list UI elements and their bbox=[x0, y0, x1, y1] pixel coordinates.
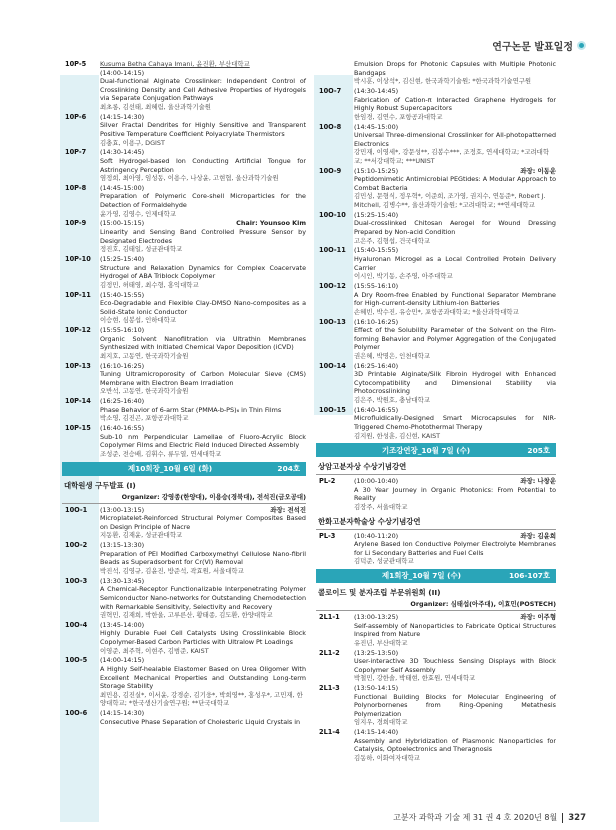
session-title: 콜로이드 및 분자조립 부문위원회 (II) bbox=[318, 587, 441, 597]
entry-title: Eco-Degradable and Flexible Clay-DMSO Nano-composites as a Solid-State Ionic Conductor bbox=[100, 299, 306, 316]
footer-journal: 고분자 과학과 기술 제 31 권 4 호 2020년 8월 bbox=[393, 813, 558, 822]
entry-code: 10P-6 bbox=[65, 112, 87, 121]
divider bbox=[316, 610, 556, 611]
program-entry bbox=[62, 362, 306, 396]
right-entries-4 bbox=[316, 613, 556, 763]
entry-authors: 김은주, 박원호, 충남대학교 bbox=[354, 396, 431, 405]
footer-separator bbox=[562, 813, 563, 823]
program-entry bbox=[62, 184, 306, 218]
entry-title: Universal Three-dimensional Crosslinker for All-photopatterned Electronics bbox=[354, 131, 556, 148]
entry-time: (15:00-15:15) bbox=[100, 219, 145, 228]
entry-time: (14:45-15:00) bbox=[100, 183, 145, 192]
entry-time: (15:10-15:25) bbox=[354, 166, 399, 175]
entry-time: (15:55-16:10) bbox=[100, 326, 145, 335]
entry-time: (13:50-14:15) bbox=[354, 684, 399, 693]
entry-authors: 김민성, 문형식, 정우혁*, 이준희, 조가영, 권지수, 연동준*, Robert J. Mitchell, 김병수**, 울산과학기술원; *고려대학교; **연세대학교 bbox=[354, 192, 546, 210]
entry-title: Consecutive Phase Separation of Cholesteric Liquid Crystals in bbox=[100, 717, 301, 726]
entry-title: A Dry Room-free Enabled by Functional Separator Membrane for High-current-density Lithium-ion Batteries bbox=[354, 290, 556, 308]
entry-authors: 최민용, 김진실*, 이서윤, 강경순, 김기웅*, 박희영**, 홍성우*, 고민재, 한양대학교; *한국생산기술연구원; **단국대학교 bbox=[100, 690, 303, 708]
program-entry bbox=[62, 148, 306, 182]
entry-time: (16:25-16:40) bbox=[354, 361, 399, 370]
page-footer bbox=[393, 812, 586, 823]
program-entry bbox=[62, 424, 306, 458]
entry-authors: 권은혜, 박명은, 인천대학교 bbox=[354, 351, 431, 360]
entry-title: Effect of the Solubility Parameter of the Solvent on the Film-forming Behavior and Polymer Aggregation of the Conjugated Polymer bbox=[354, 326, 556, 352]
entry-chair: 좌장: 이주형 bbox=[520, 612, 556, 621]
entry-time: (15:55-16:10) bbox=[354, 281, 399, 290]
entry-time: (14:00-14:15) bbox=[100, 656, 145, 665]
session-title: 한화고분자학술상 수상기념강연 bbox=[318, 516, 421, 526]
entry-time: (10:00-10:40) bbox=[354, 477, 399, 486]
session-title: 상암고분자상 수상기념강연 bbox=[318, 462, 407, 472]
entry-title: Fabrication of Cation-π Interacted Graphene Hydrogels for Highly Robust Supercapacitors bbox=[354, 95, 556, 113]
entry-authors: 임지우, 경희대학교 bbox=[354, 718, 408, 727]
entry-time: (15:25-15:40) bbox=[354, 210, 399, 219]
entry-title: Assembly and Hybridization of Plasmonic Nanoparticles for Catalysis, Optoelectronics and Theragnosis bbox=[354, 736, 556, 754]
entry-authors: 박시훈, 이상석*, 김신현, 한국과학기술원; *한국과학기술연구원 bbox=[354, 77, 532, 86]
entry-authors: 김덕준, 성균관대학교 bbox=[354, 557, 414, 566]
entry-code: 10P-11 bbox=[65, 290, 91, 299]
entry-title: User-interactive 3D Touchless Sensing Displays with Block Copolymer Self Assembly bbox=[354, 657, 556, 674]
right-entries-1 bbox=[316, 60, 556, 440]
entry-time: (15:25-15:40) bbox=[100, 255, 145, 263]
session-bar-label: 제10회장_10월 6일 (화) bbox=[128, 464, 213, 474]
entry-title: Structure and Relaxation Dynamics for Complex Coacervate Hydrogel of ABA Triblock Copolymer bbox=[100, 263, 306, 281]
entry-title: Silver Fractal Dendrites for Highly Sensitive and Transparent Positive Temperature Coefficient Polyacrylate Thermistors bbox=[100, 121, 306, 138]
program-entry bbox=[62, 219, 306, 253]
program-entry bbox=[316, 649, 556, 683]
program-entry bbox=[316, 728, 556, 762]
entry-code: 10O-1 bbox=[65, 505, 88, 514]
program-entry bbox=[62, 541, 306, 575]
entry-time: (14:45-15:00) bbox=[354, 122, 399, 131]
entry-authors: 지동환, 김재윤, 성균관대학교 bbox=[100, 531, 183, 540]
entry-authors: Kusuma Betha Cahaya Imani, 윤진환, 부산대학교 bbox=[100, 60, 250, 68]
entry-time: (16:40-16:55) bbox=[354, 405, 399, 414]
entry-authors: 조성준, 전승배, 김휘수, 류두열, 연세대학교 bbox=[100, 450, 222, 458]
entry-authors: 유진년, 부산대학교 bbox=[354, 638, 408, 647]
entry-title: Sub-10 nm Perpendicular Lamellae of Fluoro-Acrylic Block Copolymer Films and Electric Field Induced Directed Assembly bbox=[100, 432, 306, 450]
entry-time: (13:30-13:45) bbox=[100, 576, 145, 585]
entry-code: 10O-3 bbox=[65, 576, 88, 585]
session-title: 대학원생 구두발표 (I) bbox=[64, 480, 136, 490]
entry-time: (15:40-15:55) bbox=[354, 246, 399, 255]
entry-code: 10P-9 bbox=[65, 219, 87, 228]
entry-time: (14:30-14:45) bbox=[354, 86, 399, 95]
page-header bbox=[492, 38, 586, 53]
session-organizer: Organizer: 심태섭(아주대), 이효민(POSTECH) bbox=[410, 599, 556, 608]
entry-title: Phase Behavior of 6-arm Star (PMMA-b-PS)₆ in Thin Films bbox=[100, 405, 282, 414]
program-entry bbox=[62, 506, 306, 540]
entry-time: (13:15-13:30) bbox=[100, 541, 145, 550]
entry-code: 10P-12 bbox=[65, 326, 91, 335]
header-title: 연구논문 발표일정 bbox=[492, 42, 573, 53]
entry-time: (16:10-16:25) bbox=[354, 317, 399, 326]
program-entry bbox=[316, 406, 556, 440]
entry-code: 2L1-3 bbox=[319, 684, 340, 693]
left-entries-1 bbox=[62, 60, 306, 459]
entry-chair: 좌장: 이동운 bbox=[520, 166, 556, 175]
entry-authors: 박철민, 강한솔, 박태현, 한효원, 연세대학교 bbox=[354, 674, 476, 683]
entry-time: (14:30-14:45) bbox=[100, 148, 145, 157]
entry-title: Self-assembly of Nanoparticles to Fabricate Optical Structures Inspired from Nature bbox=[354, 621, 556, 639]
session-room: 204호 bbox=[277, 464, 300, 474]
entry-authors: 손혜빈, 박수진, 유승민*, 포항공과대학교; *울산과학대학교 bbox=[354, 307, 519, 316]
entry-title: Organic Solvent Nanofiltration via Ultrathin Membranes Synthesized with Initiated Chemical Vapor Deposition (iCVD) bbox=[100, 334, 306, 352]
program-entry bbox=[316, 246, 556, 280]
entry-title: A 30 Year Journey in Organic Photonics: From Potential to Reality bbox=[354, 485, 556, 503]
entry-code: 10O-7 bbox=[319, 86, 342, 95]
entry-time: (14:15-14:40) bbox=[354, 728, 399, 737]
entry-time: (13:45-14:00) bbox=[100, 620, 145, 629]
entry-code: 10O-4 bbox=[65, 620, 88, 629]
entry-title: A Highly Self-healable Elastomer Based on Urea Oligomer With Excellent Mechanical Properties and Outstanding Long-term Storage Stability bbox=[100, 665, 306, 691]
entry-authors: 고은주, 김형섭, 건국대학교 bbox=[354, 236, 431, 245]
entry-chair: 좌장: 김윤희 bbox=[520, 531, 556, 540]
entry-time: (14:00-14:15) bbox=[100, 68, 145, 77]
entry-time: (13:00-13:15) bbox=[100, 505, 145, 514]
entry-title: Peptidomimetic Antimicrobial PEGtides: A Modular Approach to Combat Bacteria bbox=[354, 175, 556, 192]
entry-time: (16:25-16:40) bbox=[100, 397, 145, 406]
program-entry bbox=[62, 397, 306, 423]
entry-authors: 오반석, 고동연, 한국과학기술원 bbox=[100, 387, 189, 396]
program-entry bbox=[316, 60, 556, 86]
entry-title: Tuning Ultramicroporosity of Carbon Molecular Sieve (CMS) Membrane with Electron Beam Irradiation bbox=[100, 370, 306, 387]
right-entries-2 bbox=[316, 477, 556, 511]
program-entry bbox=[316, 167, 556, 210]
left-entries-2 bbox=[62, 506, 306, 727]
entry-code: 10P-14 bbox=[65, 397, 91, 406]
right-column bbox=[316, 60, 556, 764]
entry-authors: 이영준, 최주혁, 이현주, 김범준, KAIST bbox=[100, 646, 209, 655]
program-entry bbox=[62, 656, 306, 708]
program-entry bbox=[62, 255, 306, 289]
program-entry bbox=[316, 123, 556, 166]
entry-authors: 김동하, 이화여자대학교 bbox=[354, 754, 420, 763]
entry-code: 2L1-2 bbox=[319, 648, 340, 657]
session-room: 205호 bbox=[527, 445, 550, 455]
entry-chair: 좌장: 전석진 bbox=[270, 505, 306, 514]
entry-authors: 최초롱, 김선태, 최혜림, 울산과학기술원 bbox=[100, 102, 211, 111]
program-entry bbox=[316, 477, 556, 511]
entry-code: 10O-11 bbox=[319, 246, 346, 255]
entry-authors: 박진석, 김영규, 김윤진, 방준석, 곽효원, 서울대학교 bbox=[100, 566, 244, 575]
session-bar-1 bbox=[316, 569, 556, 583]
entry-code: 10P-15 bbox=[65, 424, 91, 433]
left-column bbox=[62, 60, 306, 728]
entry-code: 10O-10 bbox=[319, 210, 346, 219]
entry-code: 10O-15 bbox=[319, 405, 346, 414]
entry-authors: 윤가영, 김영수, 인제대학교 bbox=[100, 209, 177, 218]
entry-code: PL-3 bbox=[319, 531, 336, 540]
session-organizer: Organizer: 강영종(한양대), 이용승(경북대), 전석진(금오공대) bbox=[121, 492, 306, 501]
entry-title: Soft Hydrogel-based Ion Conducting Artificial Tongue for Astringency Perception bbox=[100, 156, 306, 174]
entry-title: Dual-crosslinked Chitosan Aerogel for Wound Dressing Prepared by Non-acid Condition bbox=[354, 219, 556, 237]
entry-time: (14:15-14:30) bbox=[100, 709, 145, 718]
program-entry bbox=[316, 318, 556, 361]
entry-code: 10P-7 bbox=[65, 148, 87, 157]
entry-title: Linearity and Sensing Band Controlled Pressure Sensor by Designated Electrodes bbox=[100, 228, 306, 245]
entry-code: 10O-6 bbox=[65, 709, 88, 718]
session-bar-label: 제1회장_10월 7일 (수) bbox=[382, 571, 462, 581]
entry-code: 10O-12 bbox=[319, 281, 346, 290]
program-entry bbox=[316, 613, 556, 647]
entry-time: (10:40-11:20) bbox=[354, 531, 399, 540]
program-entry bbox=[62, 577, 306, 620]
entry-code: 10O-9 bbox=[319, 166, 342, 175]
entry-code: 10O-14 bbox=[319, 361, 346, 370]
entry-title: Highly Durable Fuel Cell Catalysts Using Crosslinkable Block Copolymer-Based Carbon Particles with Ultralow Pt Loadings bbox=[100, 629, 306, 647]
entry-title: Functional Building Blocks for Molecular Engineering of Polynorbornenes from Ring-Opening Metathesis Polymerization bbox=[354, 692, 556, 718]
entry-authors: 한임경, 김연수, 포항공과대학교 bbox=[354, 112, 443, 121]
program-entry bbox=[316, 211, 556, 245]
entry-code: 10O-13 bbox=[319, 317, 346, 326]
session-bar-10 bbox=[62, 462, 306, 476]
entry-authors: 최지호, 고동연, 한국과학기술원 bbox=[100, 351, 189, 360]
program-entry bbox=[316, 282, 556, 316]
program-entry bbox=[316, 684, 556, 727]
entry-time: (16:10-16:25) bbox=[100, 361, 145, 370]
program-entry bbox=[62, 621, 306, 655]
entry-authors: 김정민, 허태영, 최수형, 홍익대학교 bbox=[100, 280, 199, 289]
divider bbox=[62, 503, 306, 504]
entry-authors: 김지원, 한성훈, 김신현, KAIST bbox=[354, 431, 441, 440]
entry-code: 10O-2 bbox=[65, 541, 88, 550]
entry-authors: 김장주, 서울대학교 bbox=[354, 503, 408, 511]
entry-authors: 권혁민, 김재희, 박한울, 고루른산, 황태종, 김도환, 한양대학교 bbox=[100, 611, 273, 620]
entry-code: 2L1-4 bbox=[319, 728, 340, 737]
entry-code: 10P-10 bbox=[65, 255, 91, 263]
entry-title: Preparation of PEI Modified Carboxymethyl Cellulose Nano-fibril Beads as Superadsorbent for Cr(VI) Removal bbox=[100, 549, 306, 567]
program-entry bbox=[62, 291, 306, 325]
right-entries-3 bbox=[316, 532, 556, 566]
divider bbox=[316, 529, 556, 530]
entry-authors: 박소영, 김진곤, 포항공과대학교 bbox=[100, 414, 189, 423]
entry-time: (13:00-13:25) bbox=[354, 612, 399, 621]
entry-authors: 정진호, 김태일, 성균관대학교 bbox=[100, 245, 183, 254]
divider bbox=[316, 474, 556, 475]
entry-code: 10O-5 bbox=[65, 656, 88, 665]
entry-authors: 이승현, 심봉섭, 인하대학교 bbox=[100, 316, 177, 325]
entry-code: 10P-5 bbox=[65, 60, 87, 68]
entry-title: Dual-functional Alginate Crosslinker: Independent Control of Crosslinking Density and Cell Adhesive Properties of Hydrogels via Separate Conjugation Pathways bbox=[100, 77, 306, 103]
header-dot-icon bbox=[577, 41, 586, 50]
program-entry bbox=[316, 87, 556, 121]
entry-title: A Chemical-Receptor Functionalizable Interpenetrating Polymer Semiconductor Nano-networks for Outstanding Chemodetection with Remarkable Sensitivity, Selectivity and Recovery bbox=[100, 585, 306, 611]
entry-authors: 이시인, 박기동, 손주영, 아주대학교 bbox=[354, 272, 453, 281]
program-entry bbox=[316, 532, 556, 566]
entry-code: 10P-13 bbox=[65, 361, 91, 370]
entry-chair: Chair: Younsoo Kim bbox=[236, 219, 306, 228]
entry-time: (14:15-14:30) bbox=[100, 112, 145, 121]
program-entry bbox=[62, 709, 306, 726]
entry-code: 10P-8 bbox=[65, 183, 87, 192]
program-entry bbox=[62, 113, 306, 147]
entry-title: Preparation of Polymeric Core-shell Microparticles for the Detection of Formaldehyde bbox=[100, 192, 306, 210]
program-entry bbox=[62, 60, 306, 112]
entry-title: Arylene Based Ion Conductive Polymer Electrolyte Membranes for Li Secondary Batteries and Fuel Cells bbox=[354, 540, 556, 557]
entry-code: 2L1-1 bbox=[319, 612, 340, 621]
entry-title: 3D Printable Alginate/Silk Fibroin Hydrogel with Enhanced Cytocompatibility and Dimensional Stability via Photocrosslinking bbox=[354, 370, 556, 396]
entry-time: (13:25-13:50) bbox=[354, 648, 399, 657]
entry-title: Microfluidically-Designed Smart Microcapsules for NIR-Triggered Chemo-Photothermal Therapy bbox=[354, 414, 556, 432]
entry-authors: 염정희, 최아영, 임성동, 이용수, 나상윤, 고현협, 울산과학기술원 bbox=[100, 174, 279, 183]
program-entry bbox=[316, 362, 556, 405]
entry-authors: 김충효, 이용구, DGIST bbox=[100, 138, 165, 147]
entry-title: Hyaluronan Microgel as a Local Controlled Protein Delivery Carrier bbox=[354, 255, 556, 272]
session-bar-keynote bbox=[316, 443, 556, 457]
entry-code: 10O-8 bbox=[319, 122, 342, 131]
entry-chair: 좌장: 나창운 bbox=[520, 477, 556, 486]
entry-title: Emulsion Drops for Photonic Capsules with Multiple Photonic Bandgaps bbox=[354, 60, 556, 77]
page-number: 327 bbox=[568, 812, 586, 823]
entry-title: Microplatelet-Reinforced Structural Polymer Composites Based on Design Principle of Nacre bbox=[100, 514, 306, 531]
entry-code: PL-2 bbox=[319, 477, 336, 486]
session-bar-label: 기조강연장_10월 7일 (수) bbox=[382, 445, 471, 455]
entry-time: (15:40-15:55) bbox=[100, 290, 145, 299]
entry-time: (16:40-16:55) bbox=[100, 424, 145, 433]
program-entry bbox=[62, 326, 306, 360]
session-room: 106-107호 bbox=[508, 571, 550, 581]
entry-authors: 강민재, 이영세*, 강문성**, 김봉수***, 조정호, 연세대학교; *고려대학교; **서강대학교; ***UNIST bbox=[354, 148, 550, 165]
